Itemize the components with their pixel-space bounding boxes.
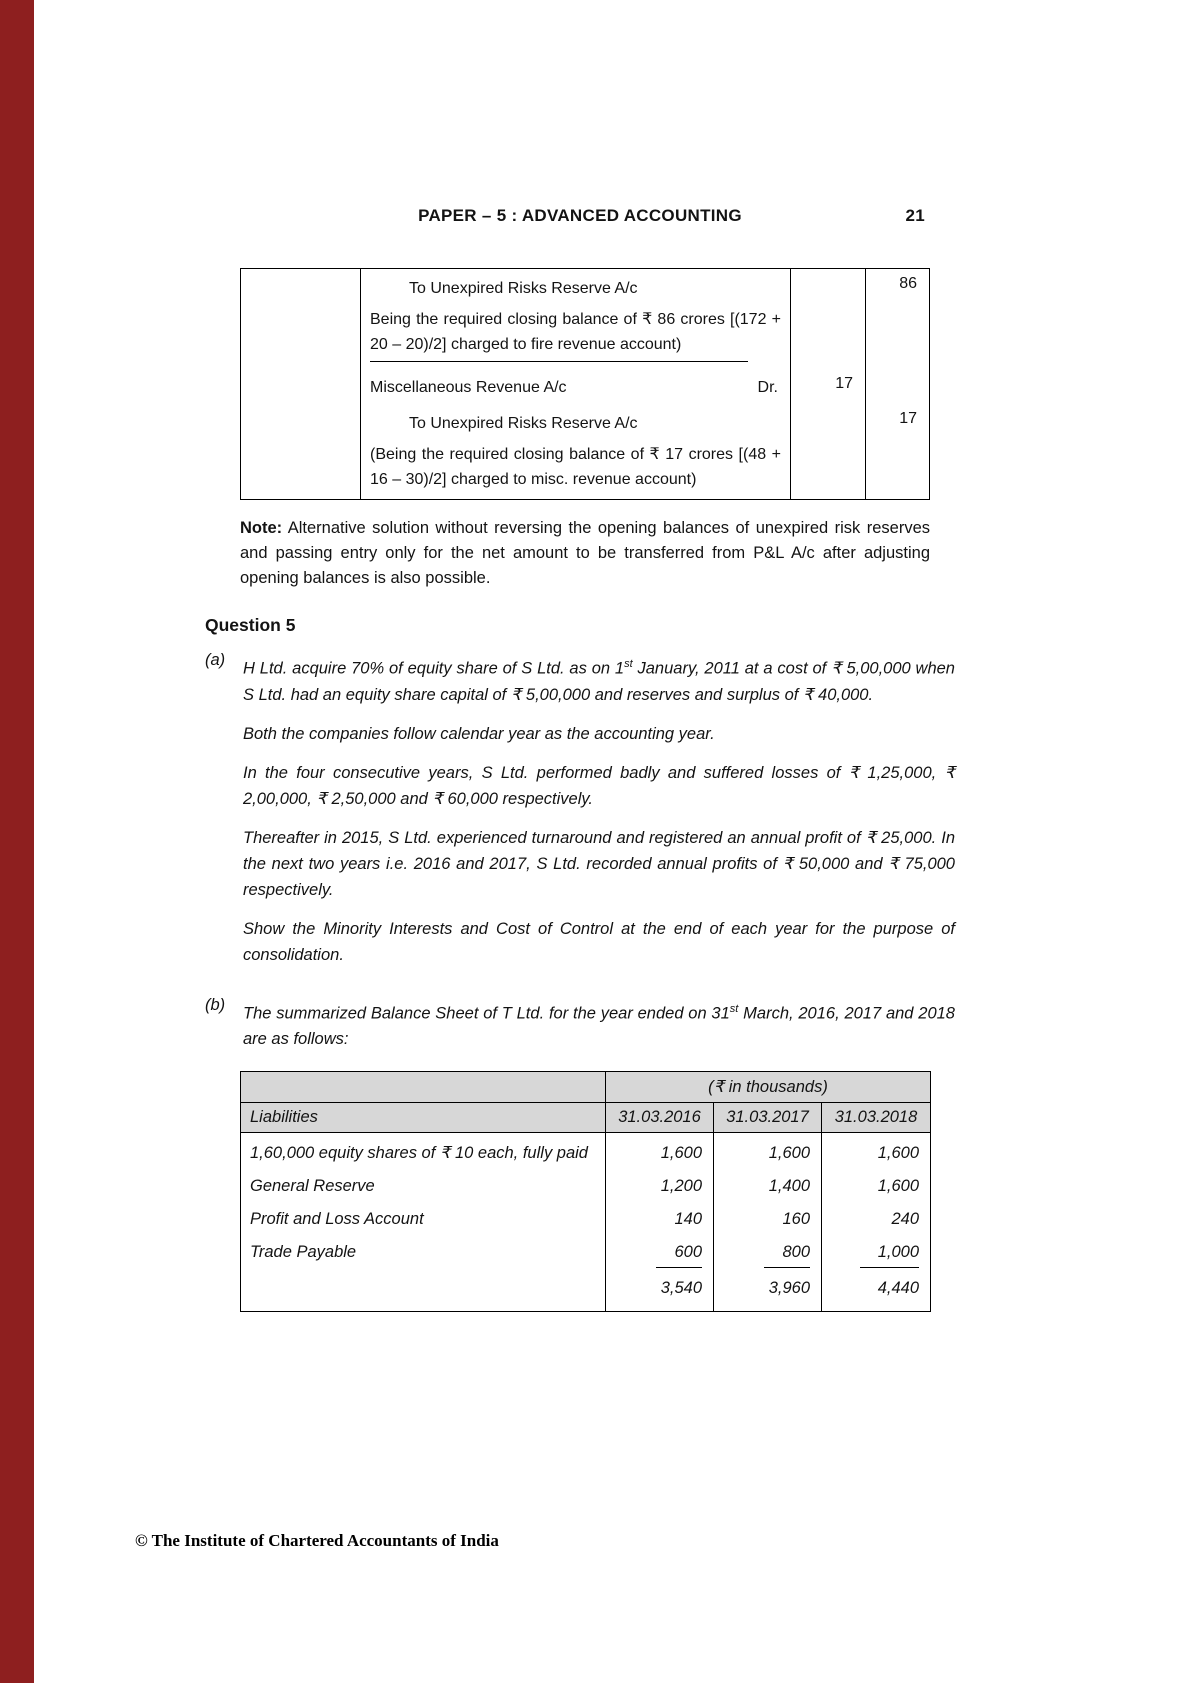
page-content: [205, 206, 955, 1312]
units-label: (₹ in thousands): [606, 1072, 931, 1103]
paragraph-text: The summarized Balance Sheet of T Ltd. for the year ended on 31: [243, 1004, 730, 1022]
credit-amount-cell: [866, 440, 929, 499]
paragraph-text: January, 2011 at a cost of ₹ 5,00,000 when S Ltd. had an equity share capital of ₹ 5,00,000 and reserves and surplus of ₹ 40,000.: [243, 659, 955, 704]
debit-amount-cell: 17: [791, 369, 866, 404]
paragraph: Show the Minority Interests and Cost of Control at the end of each year for the purpose of consolidation.: [243, 919, 955, 964]
value-cell: [822, 1234, 931, 1270]
credit-amount-cell: 17: [899, 410, 917, 427]
value-cell: 140: [606, 1201, 714, 1234]
value-cell: 1,400: [714, 1168, 822, 1201]
dr-indicator: Dr.: [757, 379, 778, 396]
part-b-label: (b): [205, 995, 226, 1014]
underlined-value: 1,000: [860, 1240, 919, 1268]
question-5b: [205, 996, 955, 1066]
particulars-cell: [361, 369, 791, 404]
value-cell: 1,600: [606, 1133, 714, 1169]
table-row: [241, 1133, 931, 1169]
paragraph: [243, 996, 955, 1053]
credit-amount-cell: 86: [899, 275, 917, 292]
value-cell: 1,600: [714, 1133, 822, 1169]
value-cell: 1,600: [822, 1133, 931, 1169]
page-header: [205, 206, 955, 226]
part-a-body: [243, 651, 955, 981]
journal-row: [241, 440, 929, 499]
total-value-cell: 4,440: [822, 1270, 931, 1312]
debit-amount-cell: [791, 404, 866, 440]
column-header-row: [241, 1103, 931, 1133]
part-b-body: [243, 996, 955, 1066]
row-label: 1,60,000 equity shares of ₹ 10 each, fully paid: [241, 1133, 606, 1169]
column-header: 31.03.2016: [606, 1103, 714, 1133]
underlined-value: 800: [764, 1240, 810, 1268]
table-row: [241, 1234, 931, 1270]
table-row: [241, 1201, 931, 1234]
page-number: 21: [905, 206, 925, 225]
note-paragraph: [240, 516, 930, 591]
units-row: [241, 1072, 931, 1103]
journal-row: [241, 269, 929, 305]
date-cell: [241, 404, 361, 440]
part-a-label: (a): [205, 651, 226, 669]
left-margin-strip: [0, 0, 34, 1683]
table-row: [241, 1168, 931, 1201]
note-text: Alternative solution without reversing the opening balances of unexpired risk reserves and passing entry only for the net amount to be transferred from P&L A/c after adjusting opening balances is also possible.: [240, 519, 930, 587]
row-label: [241, 1270, 606, 1312]
date-cell: [241, 305, 361, 369]
row-label: Profit and Loss Account: [241, 1201, 606, 1234]
journal-entries-table: [240, 268, 930, 500]
journal-row: [241, 404, 929, 440]
balance-sheet-table: [240, 1071, 931, 1312]
value-cell: [606, 1234, 714, 1270]
column-header: 31.03.2017: [714, 1103, 822, 1133]
column-header: 31.03.2018: [822, 1103, 931, 1133]
paragraph-text: H Ltd. acquire 70% of equity share of S Ltd. as on 1: [243, 659, 625, 678]
journal-row: [241, 305, 929, 369]
total-value-cell: 3,540: [606, 1270, 714, 1312]
date-cell: [241, 269, 361, 305]
column-header: Liabilities: [241, 1103, 606, 1133]
account-name: Miscellaneous Revenue A/c: [370, 379, 567, 396]
note-label: Note:: [240, 519, 283, 537]
total-row: [241, 1270, 931, 1312]
question-5-heading: Question 5: [205, 615, 296, 635]
credit-amount-cell: [866, 369, 929, 404]
paragraph: In the four consecutive years, S Ltd. performed badly and suffered losses of ₹ 1,25,000, ₹ 2,00,000, ₹ 2,50,000 and ₹ 60,000 respectively.: [243, 763, 955, 808]
debit-amount-cell: [791, 305, 866, 369]
row-label: General Reserve: [241, 1168, 606, 1201]
paragraph: [243, 651, 955, 708]
total-value-cell: 3,960: [714, 1270, 822, 1312]
narration-cell: (Being the required closing balance of ₹ 17 crores [(48 + 16 – 30)/2] charged to misc. revenue account): [361, 440, 791, 499]
date-cell: [241, 369, 361, 404]
question-5a: [205, 651, 955, 981]
empty-cell: [241, 1072, 606, 1103]
ordinal-superscript: st: [624, 658, 633, 670]
debit-amount-cell: [791, 269, 866, 305]
underlined-value: 600: [656, 1240, 702, 1268]
value-cell: [714, 1234, 822, 1270]
value-cell: 240: [822, 1201, 931, 1234]
paragraph-text: March, 2016, 2017 and 2018 are as follows:: [243, 1004, 955, 1048]
ordinal-superscript: st: [729, 1002, 739, 1015]
narration-cell: Being the required closing balance of ₹ 86 crores [(172 + 20 – 20)/2] charged to fire revenue account): [361, 305, 791, 369]
value-cell: 160: [714, 1201, 822, 1234]
particulars-cell: To Unexpired Risks Reserve A/c: [361, 269, 791, 305]
journal-row: [241, 369, 929, 404]
value-cell: 1,600: [822, 1168, 931, 1201]
date-cell: [241, 440, 361, 499]
paragraph: Thereafter in 2015, S Ltd. experienced turnaround and registered an annual profit of ₹ 25,000. In the next two years i.e. 2016 and 2017, S Ltd. recorded annual profits of ₹ 50,000 and ₹ 75,000 respectively.: [243, 828, 955, 899]
copyright-footer: © The Institute of Chartered Accountants of India: [135, 1531, 499, 1550]
credit-amount-cell: [866, 305, 929, 369]
row-label: Trade Payable: [241, 1234, 606, 1270]
paragraph: Both the companies follow calendar year as the accounting year.: [243, 724, 715, 743]
value-cell: 1,200: [606, 1168, 714, 1201]
particulars-cell: To Unexpired Risks Reserve A/c: [361, 404, 791, 440]
debit-amount-cell: [791, 440, 866, 499]
paper-title: PAPER – 5 : ADVANCED ACCOUNTING: [418, 206, 742, 225]
